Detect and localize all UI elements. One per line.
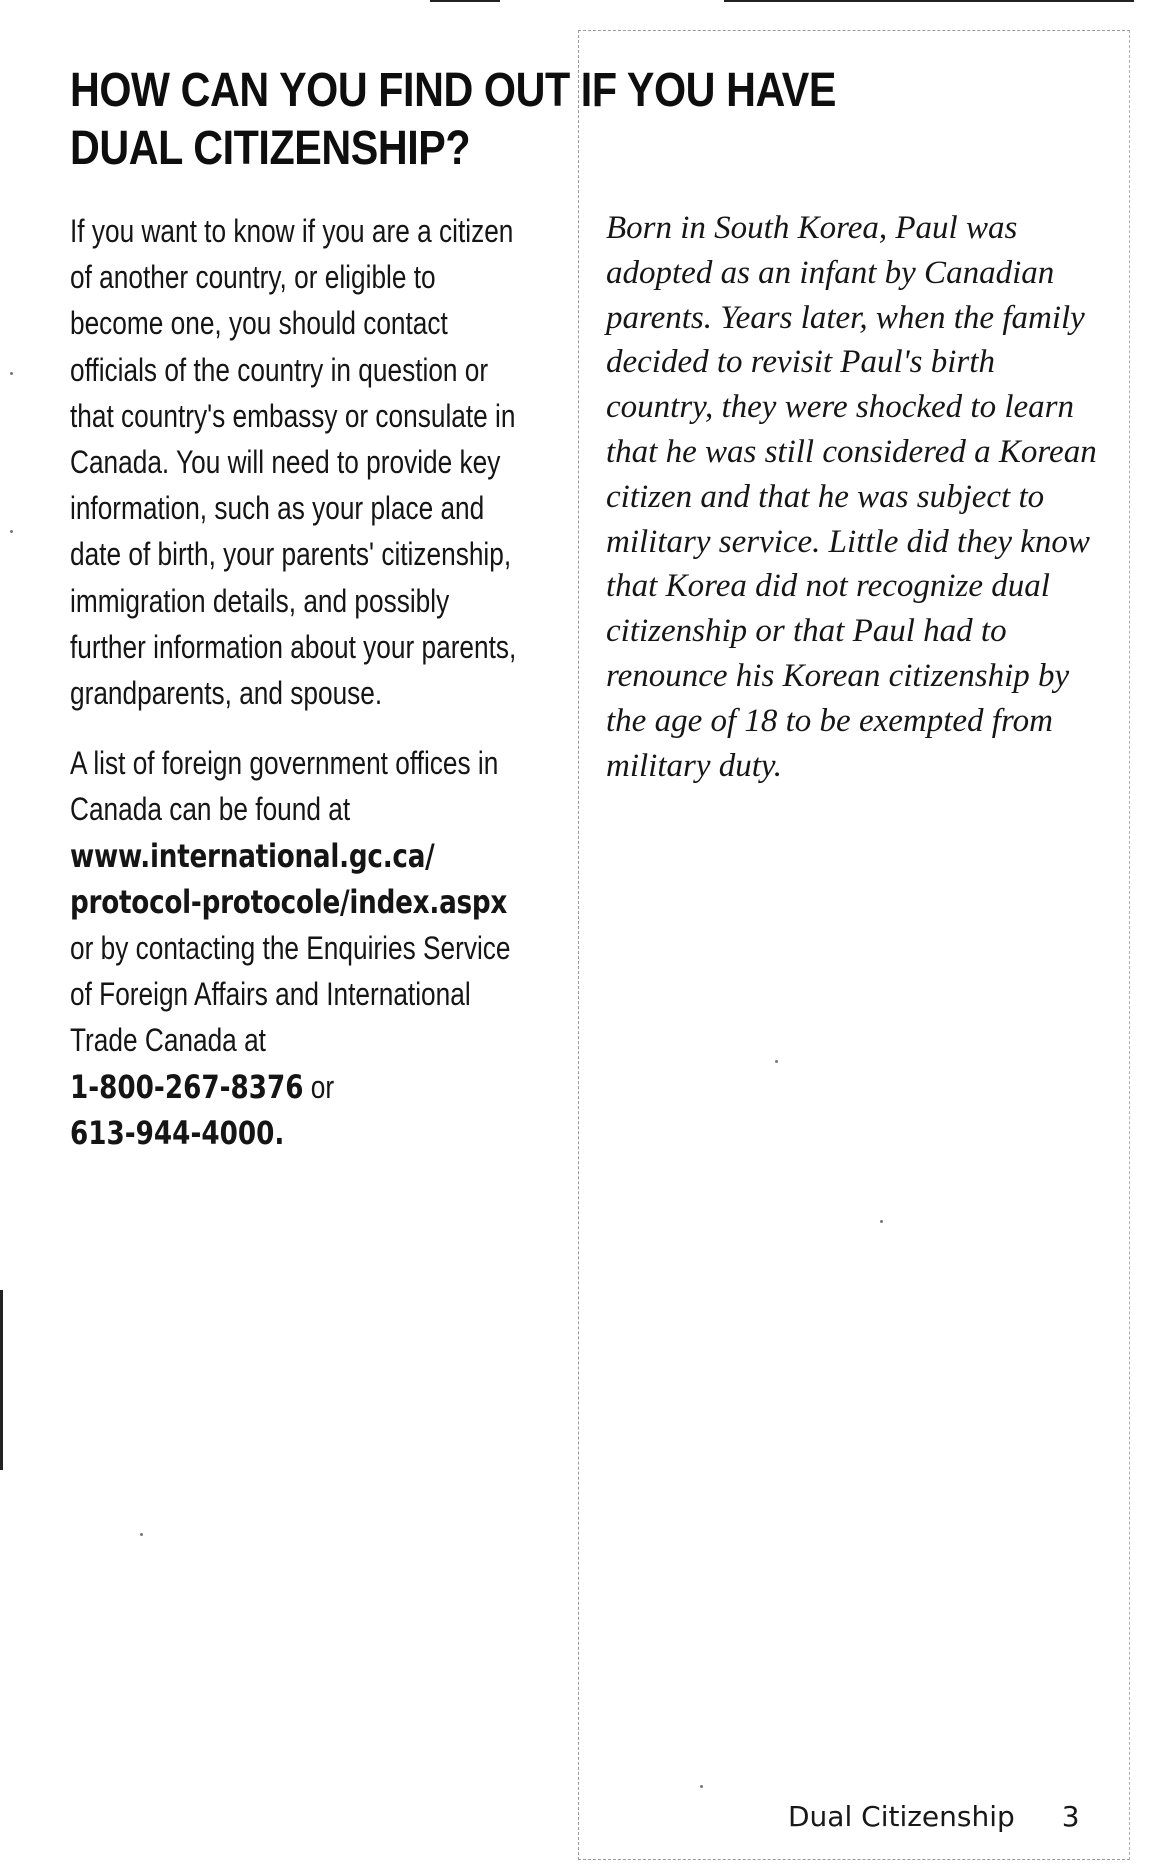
offices-paragraph <box>70 740 529 1156</box>
phone-number-tollfree: 1-800-267-8376 <box>70 1067 304 1106</box>
scan-edge-rule <box>430 0 500 2</box>
or-text: or <box>310 1068 335 1105</box>
scan-speck <box>775 1060 778 1063</box>
page-number: 3 <box>1061 1800 1080 1833</box>
scan-binding-mark <box>0 1290 3 1470</box>
intro-paragraph: If you want to know if you are a citizen of another country, or eligible to become one, you should contact officials of the country in question or that country's embassy or consulate in Canada. You will need to provide key information, such as your place and date of birth, your parents' citizenship, immigration details, and possibly further information about your parents, grandparents, and spouse. <box>70 213 517 712</box>
scan-edge-rule-right <box>724 0 1134 2</box>
page-title-line1: HOW CAN YOU FIND OUT IF YOU HAVE <box>70 64 837 117</box>
scan-speck <box>700 1785 703 1788</box>
footer-section-title: Dual Citizenship <box>788 1800 1015 1833</box>
scan-speck <box>10 372 13 375</box>
website-link[interactable] <box>70 833 529 925</box>
offices-intro-text: A list of foreign government offices in Canada can be found at <box>70 745 499 828</box>
page-footer <box>788 1800 1080 1833</box>
scan-speck <box>880 1220 883 1223</box>
scan-speck <box>10 530 13 533</box>
enquiries-text: or by contacting the Enquiries Service of Foreign Affairs and International Trade Canada at <box>70 930 511 1059</box>
website-link-line1: www.international.gc.ca/ <box>70 836 435 875</box>
phone-number-local: 613-944-4000. <box>70 1113 285 1152</box>
page-title <box>70 62 896 178</box>
sidebar-story: Born in South Korea, Paul was adopted as an infant by Canadian parents. Years later, when the family decided to revisit Paul's birth country, they were shocked to learn that he was still considered a Korean citizen and that he was subject to military service. Little did they know that Korea did not recognize dual citizenship or that Paul had to renounce his Korean citizenship by the age of 18 to be exempted from military duty. <box>606 210 1097 784</box>
website-link-line2: protocol-protocole/index.aspx <box>70 882 508 921</box>
scan-speck <box>140 1533 143 1536</box>
page-title-line2: DUAL CITIZENSHIP? <box>70 122 471 175</box>
main-column <box>70 208 529 1180</box>
